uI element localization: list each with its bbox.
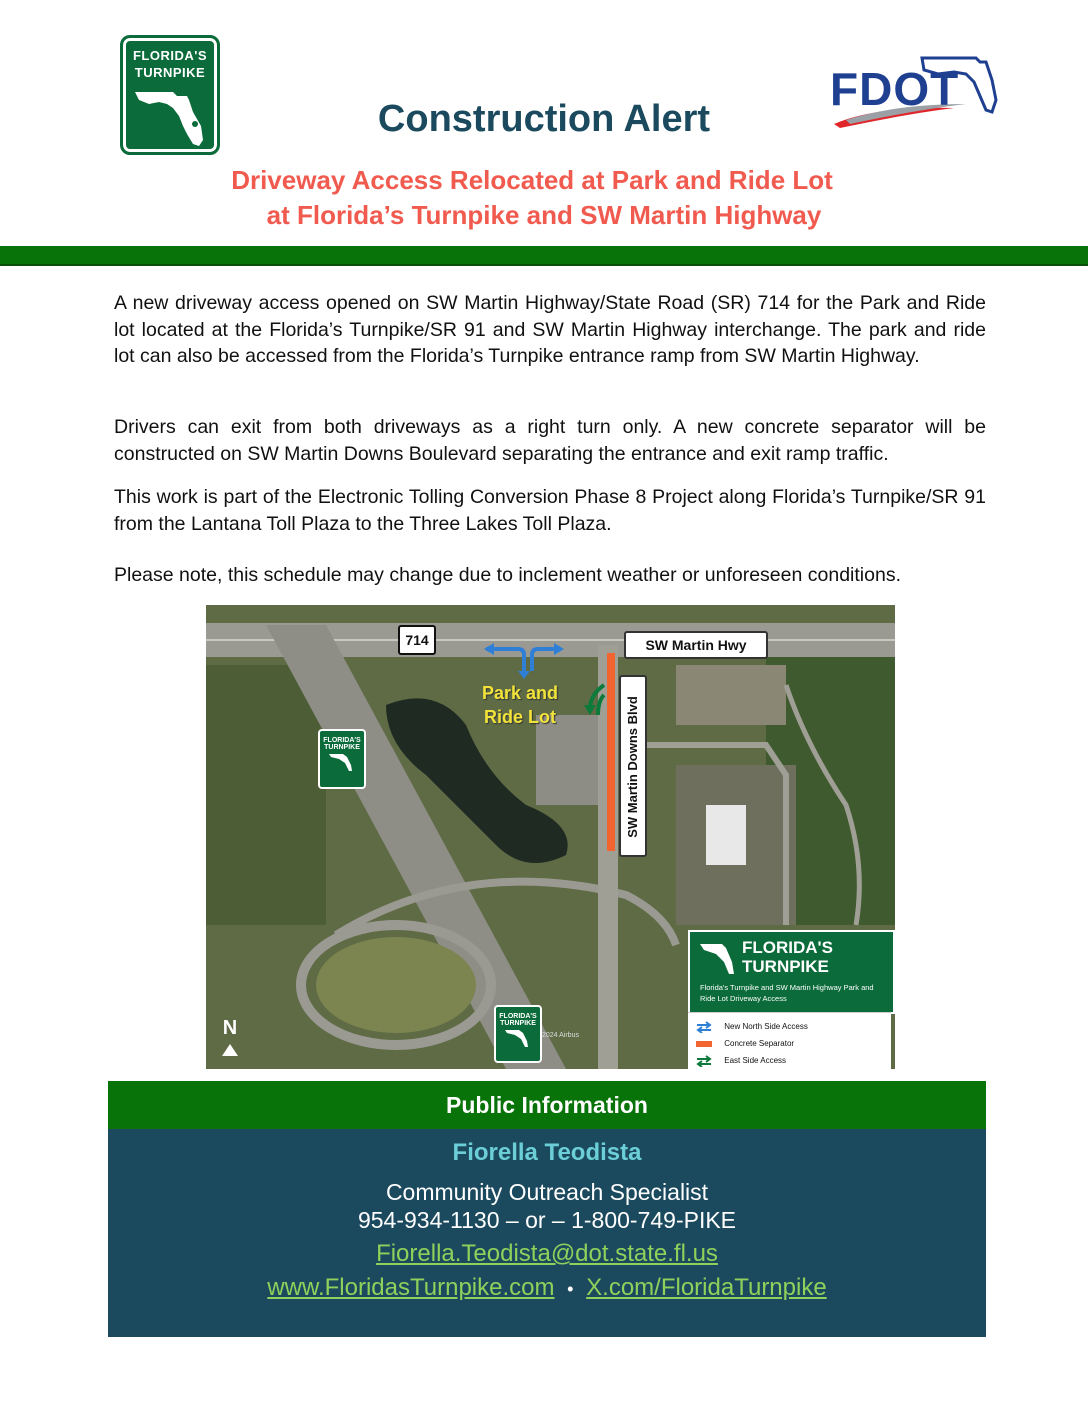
- legend-logo-text: [742, 938, 833, 976]
- map-shield-south-florida-icon: [503, 1027, 533, 1049]
- map-turnpike-shield: [318, 729, 366, 789]
- turnpike-logo-line1: FLORIDA'S: [132, 48, 208, 63]
- north-arrow-icon: [220, 1043, 240, 1057]
- legend-blue-arrows-icon: [696, 1021, 712, 1033]
- paragraph-project-info: This work is part of the Electronic Tolling Conversion Phase 8 Project along Florida’s Turnpike/SR 91 from the Lantana Toll Plaza to the Three Lakes Toll Plaza.: [114, 486, 986, 535]
- paragraph-right-turn-only: Drivers can exit from both driveways as a right turn only. A new concrete separator will be constructed on SW Martin Downs Boulevard separating the entrance and exit ramp traffic.: [114, 416, 986, 465]
- subtitle-line2: at Florida’s Turnpike and SW Martin Highway: [266, 200, 822, 230]
- park-and-ride-line1: Park and: [482, 683, 559, 703]
- legend-item-east-access: [696, 1053, 886, 1069]
- map-turnpike-shield-south: [494, 1005, 542, 1063]
- map-turnpike-shield-south-line1: FLORIDA'S: [499, 1013, 537, 1020]
- legend-item-north-access-label: New North Side Access: [724, 1022, 808, 1031]
- subtitle-line1: Driveway Access Relocated at Park and Ride Lot: [231, 165, 833, 195]
- social-link[interactable]: X.com/FloridaTurnpike: [586, 1274, 827, 1301]
- header-divider: [0, 246, 1088, 266]
- map-turnpike-shield-line1: FLORIDA'S: [323, 737, 361, 744]
- legend-item-east-access-label: East Side Access: [724, 1056, 787, 1065]
- park-and-ride-line2: Ride Lot: [484, 707, 557, 727]
- fdot-logo-text: FDOT: [830, 63, 960, 115]
- imagery-credit: 2024 Airbus: [542, 1032, 579, 1039]
- map-legend-items: [688, 1012, 891, 1069]
- page-title: Construction Alert: [377, 98, 711, 140]
- header-divider-shadow: [0, 264, 1088, 266]
- north-arrow: [220, 1017, 240, 1063]
- map-turnpike-shield-south-line2: TURNPIKE: [500, 1020, 536, 1027]
- map-shield-florida-icon: [327, 751, 357, 773]
- website-link[interactable]: www.FloridasTurnpike.com: [267, 1274, 555, 1301]
- route-714-shield: 714: [398, 625, 436, 655]
- legend-item-concrete-separator: [696, 1036, 886, 1052]
- legend-logo-line1: FLORIDA'S: [742, 938, 833, 957]
- turnpike-logo-line2: TURNPIKE: [134, 65, 206, 80]
- legend-caption-line1: Florida's Turnpike and SW Martin Highway Park and: [700, 983, 874, 992]
- link-separator: •: [567, 1279, 574, 1299]
- legend-item-north-access: [696, 1019, 886, 1035]
- park-and-ride-label: [482, 681, 558, 729]
- contact-name: Fiorella Teodista: [452, 1139, 642, 1166]
- legend-orange-bar-icon: [696, 1041, 712, 1047]
- contact-role: Community Outreach Specialist: [385, 1179, 709, 1205]
- north-arrow-label: N: [222, 1017, 238, 1039]
- map-legend-header: [688, 930, 895, 1014]
- paragraph-schedule-note: Please note, this schedule may change due to inclement weather or unforeseen conditions.: [114, 564, 901, 586]
- legend-florida-icon: [698, 938, 738, 978]
- road-label-sw-martin-downs-blvd: [619, 675, 647, 857]
- contact-web-links: [108, 1274, 986, 1302]
- legend-logo-line2: TURNPIKE: [742, 957, 829, 976]
- contact-phone: 954-934-1130 – or – 1-800-749-PIKE: [357, 1207, 737, 1233]
- road-label-sw-martin-downs-blvd-text: SW Martin Downs Blvd: [625, 696, 640, 838]
- contact-email-link[interactable]: Fiorella.Teodista@dot.state.fl.us: [376, 1240, 718, 1267]
- legend-green-arrows-icon: [696, 1055, 712, 1067]
- public-information-header: Public Information: [108, 1081, 986, 1129]
- public-information-body: [108, 1129, 986, 1337]
- paragraph-driveway-opened: A new driveway access opened on SW Martin Highway/State Road (SR) 714 for the Park and Ride lot located at the Florida’s Turnpike/SR 91 and SW Martin Highway interchange. The park and ride lot can also be accessed from the Florida’s Turnpike entrance ramp from SW Martin Highway.: [114, 292, 986, 367]
- map-turnpike-shield-line2: TURNPIKE: [324, 744, 360, 751]
- legend-item-concrete-separator-label: Concrete Separator: [724, 1039, 795, 1048]
- aerial-map: [206, 605, 895, 1069]
- legend-caption-line2: Ride Lot Driveway Access: [700, 994, 787, 1003]
- road-label-sw-martin-hwy: SW Martin Hwy: [624, 631, 768, 659]
- legend-caption: [700, 982, 874, 1004]
